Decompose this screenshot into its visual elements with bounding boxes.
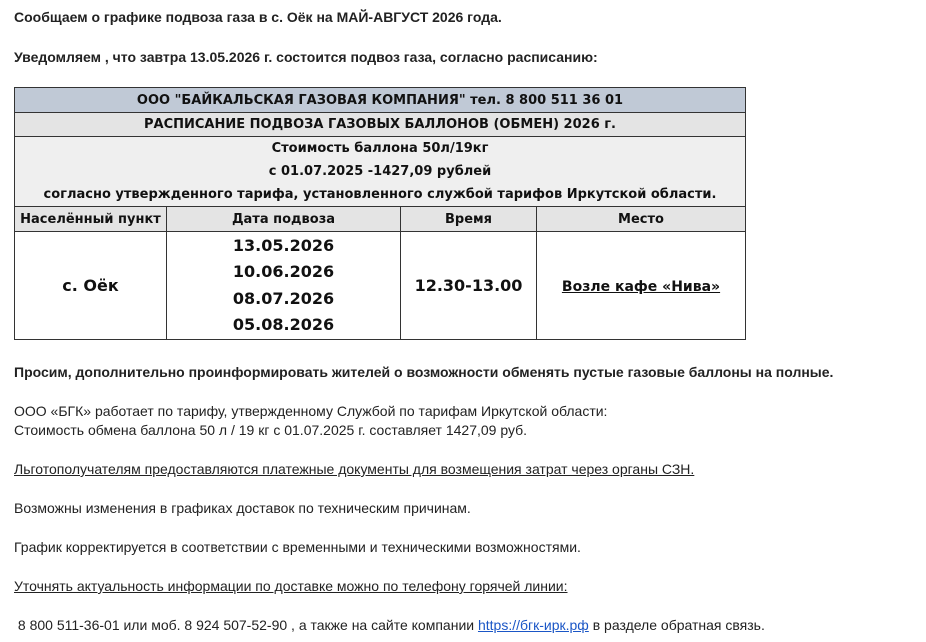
request-note: Просим, дополнительно проинформировать жителей о возможности обменять пустые газовые баллоны на полные.: [14, 364, 834, 380]
time-cell: [401, 232, 537, 340]
settlement-cell: [15, 232, 167, 340]
price-info: [15, 137, 746, 207]
column-header-place: Место: [537, 207, 746, 232]
column-header-date: Дата подвоза: [167, 207, 401, 232]
price-line: Стоимость баллона 50л/19кг: [271, 141, 489, 156]
schedule-title: РАСПИСАНИЕ ПОДВОЗА ГАЗОВЫХ БАЛЛОНОВ (ОБМЕН) 2026 г.: [15, 113, 746, 137]
changes-note: Возможны изменения в графиках доставок по техническим причинам.: [14, 500, 471, 516]
contacts-text: 8 800 511-36-01 или моб. 8 924 507-52-90 , а также на сайте компании: [14, 617, 478, 633]
dates-cell: [167, 232, 401, 340]
column-header-time: Время: [401, 207, 537, 232]
company-website-link[interactable]: https://бгк-ирк.рф: [477, 617, 589, 633]
company-header: ООО "БАЙКАЛЬСКАЯ ГАЗОВАЯ КОМПАНИЯ" тел. 8 800 511 36 01: [15, 88, 746, 113]
price-line: с 01.07.2025 -1427,09 рублей: [268, 164, 492, 179]
delivery-date: 05.08.2026: [232, 315, 335, 334]
column-header-settlement: Населённый пункт: [15, 207, 167, 232]
intro-line-2: Уведомляем , что завтра 13.05.2026 г. состоится подвоз газа, согласно расписанию:: [14, 49, 598, 65]
schedule-table: [14, 87, 746, 340]
intro-line-1: Сообщаем о графике подвоза газа в с. Оёк на МАЙ-АВГУСТ 2026 года.: [14, 9, 502, 25]
place-cell: [537, 232, 746, 340]
adjust-note: График корректируется в соответствии с временными и техническими возможностями.: [14, 539, 581, 555]
tariff-line-1: ООО «БГК» работает по тарифу, утвержденному Службой по тарифам Иркутской области:: [14, 403, 608, 419]
tariff-line-2: Стоимость обмена баллона 50 л / 19 кг с 01.07.2025 г. составляет 1427,09 руб.: [14, 422, 528, 438]
price-line: согласно утвержденного тарифа, установленного службой тарифов Иркутской области.: [43, 187, 717, 202]
delivery-date: 13.05.2026: [232, 235, 335, 255]
contacts-suffix: в разделе обратная связь.: [588, 617, 765, 633]
hotline-note: Уточнять актуальность информации по доставке можно по телефону горячей линии:: [14, 578, 568, 594]
delivery-date: 10.06.2026: [232, 262, 335, 281]
contacts-line: [14, 617, 765, 633]
delivery-date: 08.07.2026: [232, 288, 335, 308]
delivery-place: Возле кафе «Нива»: [561, 278, 721, 295]
delivery-time: 12.30-13.00: [414, 276, 523, 295]
settlement-name: с. Оёк: [62, 276, 119, 295]
benefits-note: Льготополучателям предоставляются платежные документы для возмещения затрат через органы СЗН.: [14, 461, 695, 477]
